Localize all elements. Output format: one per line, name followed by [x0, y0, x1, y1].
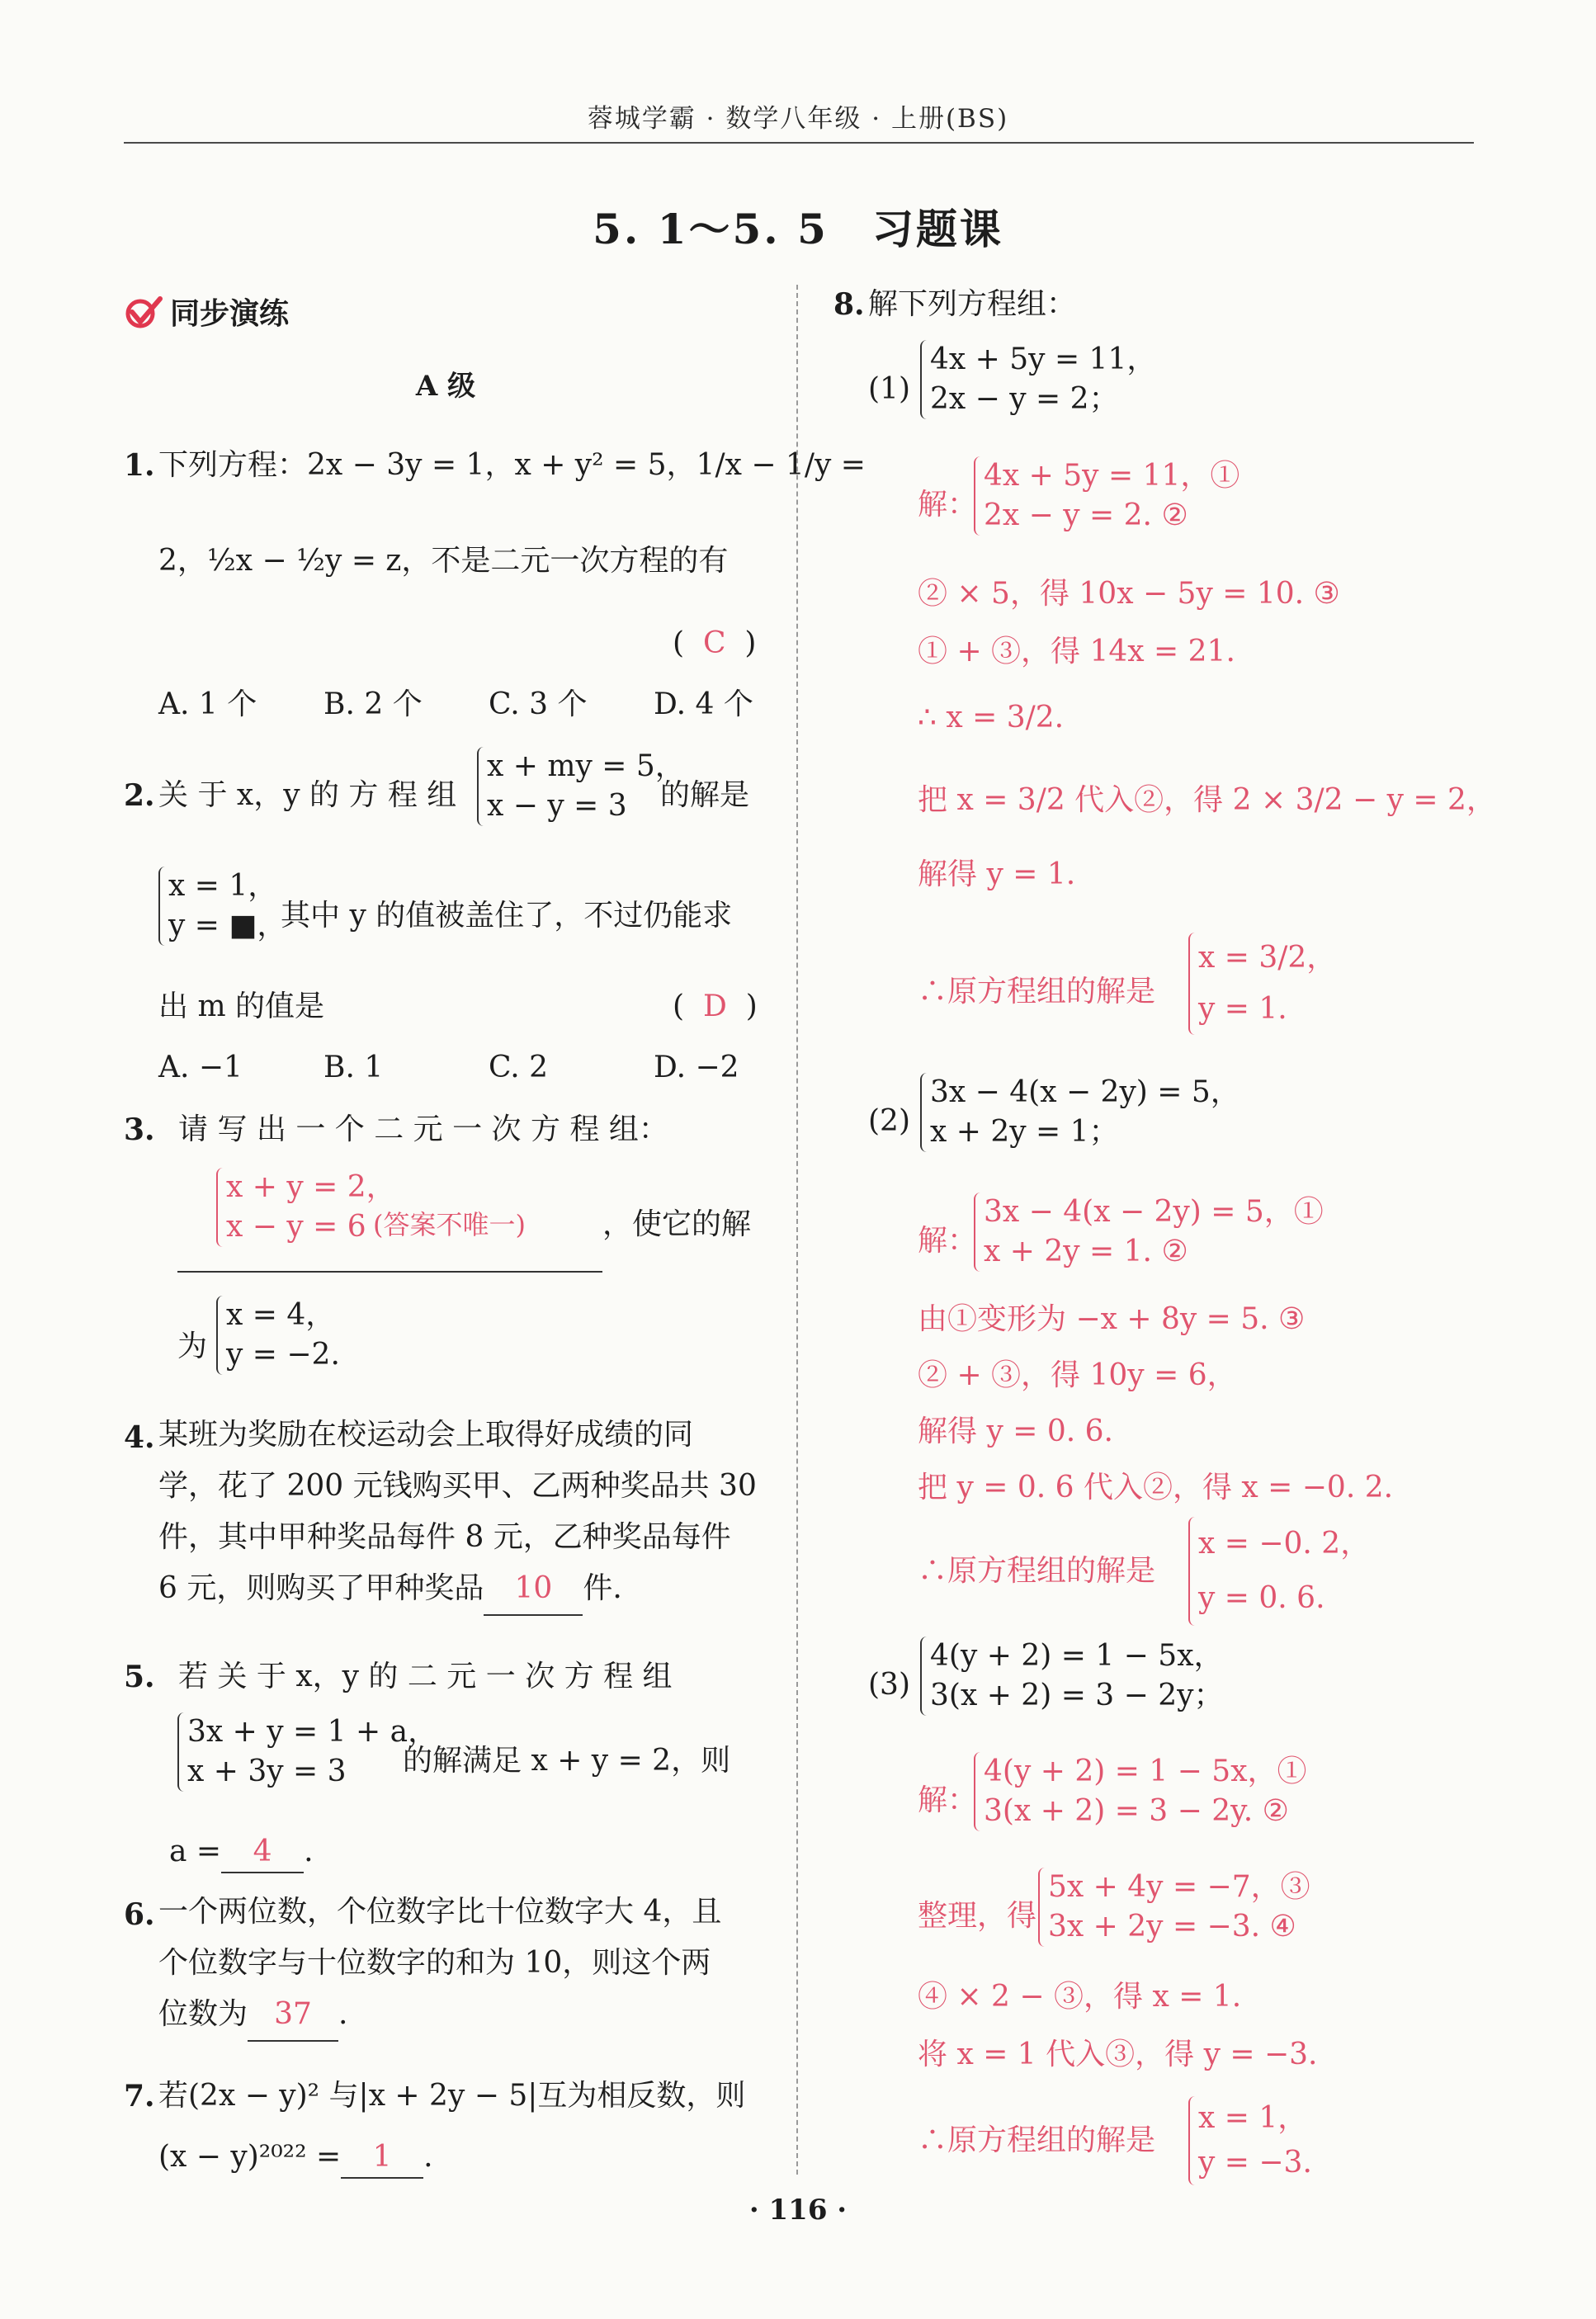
q8-step: 由①变形为 −x + 8y = 5. ③	[918, 1302, 1306, 1336]
q8-p1-steps	[918, 565, 1496, 904]
q8-p3-label: (3)	[868, 1668, 910, 1702]
q4-line: 某班为奖励在校运动会上取得好成绩的同	[158, 1418, 694, 1452]
q2-eq2: x − y = 3	[487, 789, 627, 823]
q2-answer-bracket: ( D )	[673, 989, 758, 1023]
q7-answer: 1	[341, 2137, 423, 2179]
q8-p1-final-label: ∴原方程组的解是	[918, 975, 1156, 1008]
q2-text4: 出 m 的值是	[158, 989, 325, 1023]
q8-step: 把 y = 0. 6 代入②，得 x = −0. 2.	[918, 1471, 1394, 1504]
q8-step: ④ × 2 − ③，得 x = 1.	[918, 1980, 1242, 2014]
q8-step: 将 x = 1 代入③，得 y = −3.	[918, 2038, 1318, 2071]
q3-solution	[216, 1296, 340, 1375]
q2-answer: D	[702, 989, 727, 1023]
q8-p3-ans-eq: 4(y + 2) = 1 − 5x，①	[984, 1755, 1307, 1788]
q8-p2-final	[1188, 1517, 1370, 1626]
q3-sol1: x = 4，	[226, 1298, 336, 1332]
q8-p1-final-eq: x = 3/2，	[1198, 941, 1337, 975]
q8-p1-answer-system	[974, 456, 1239, 536]
q8-p3-final-label: ∴原方程组的解是	[918, 2123, 1156, 2157]
q8-number: 8.	[833, 287, 865, 322]
q8-p3-eq: 3(x + 2) = 3 − 2y；	[930, 1679, 1224, 1712]
q8-p2-ans-eq: x + 2y = 1. ②	[984, 1235, 1188, 1268]
q2-text2: 的解是	[660, 778, 750, 812]
q4-number: 4.	[124, 1420, 155, 1455]
q8-p3-eq: 4(y + 2) = 1 − 5x，	[930, 1639, 1224, 1673]
q8-step: ∴ x = 3/2.	[918, 701, 1065, 734]
q8-intro: 解下列方程组：	[868, 287, 1077, 321]
q4-line4: 6 元，则购买了甲种奖品 10 件.	[158, 1563, 757, 1616]
q6-line: 个位数字与十位数字的和为 10，则这个两	[158, 1946, 711, 1980]
q8-p2-system	[920, 1073, 1240, 1152]
level-heading: A 级	[415, 370, 476, 403]
q1-answer-bracket: ( C )	[673, 626, 757, 660]
q4-line: 件，其中甲种奖品每件 8 元，乙种奖品每件	[158, 1520, 731, 1554]
q8-p1-system	[920, 340, 1156, 419]
q1-option-b: B. 2 个	[323, 687, 423, 721]
q1-option-a: A. 1 个	[158, 687, 257, 721]
q2-eq1: x + my = 5，	[487, 749, 685, 783]
q3-number: 3.	[124, 1112, 155, 1147]
q2-sol1: x = 1，	[168, 869, 278, 903]
q6-number: 6.	[124, 1897, 155, 1932]
q1-option-c: C. 3 个	[489, 687, 588, 721]
q8-p2-final-eq: x = −0. 2，	[1198, 1527, 1371, 1561]
q8-p2-final-eq: y = 0. 6.	[1198, 1581, 1325, 1615]
q6-line3: 位数为 37 .	[158, 1989, 721, 2042]
q6-body	[158, 1887, 721, 2042]
q7-number: 7.	[124, 2079, 155, 2114]
q1-line1: 下列方程：2x − 3y = 1，x + y² = 5，1/x − 1/y =	[158, 448, 866, 482]
q5-answer: 4	[221, 1832, 304, 1873]
q8-p1-final	[1188, 933, 1336, 1035]
q8-step: 解得 y = 1.	[918, 857, 1076, 891]
q7-line1: 若(2x − y)² 与|x + 2y − 5|互为相反数，则	[158, 2079, 746, 2113]
q8-p1-jie: 解：	[918, 488, 978, 522]
q8-p3-answer-system	[974, 1752, 1307, 1831]
q8-p2-steps	[918, 1292, 1393, 1516]
q8-step: ② + ③，得 10y = 6，	[918, 1358, 1237, 1392]
q4-answer: 10	[484, 1563, 583, 1616]
q6-line: 一个两位数，个位数字比十位数字大 4，且	[158, 1895, 722, 1929]
q8-p2-label: (2)	[868, 1104, 910, 1138]
q3-text2: ，使它的解	[602, 1207, 752, 1241]
q2-option-c: C. 2	[489, 1051, 549, 1084]
q8-p3-system	[920, 1637, 1224, 1716]
q5-text1: 若 关 于 x，y 的 二 元 一 次 方 程 组	[178, 1660, 673, 1693]
q8-p3-final-eq: x = 1，	[1198, 2101, 1308, 2135]
q8-step: 解得 y = 0. 6.	[918, 1415, 1113, 1448]
q5-eq1: 3x + y = 1 + a，	[187, 1715, 438, 1749]
q2-option-a: A. −1	[158, 1051, 243, 1084]
q8-p3-z-eq: 3x + 2y = −3. ④	[1048, 1910, 1296, 1944]
q8-p3-zheng: 整理，得	[918, 1899, 1037, 1933]
q8-step: ① + ③，得 14x = 21.	[918, 635, 1235, 668]
q4-line: 学，花了 200 元钱购买甲、乙两种奖品共 30	[158, 1469, 757, 1503]
q3-text1: 请 写 出 一 个 二 元 一 次 方 程 组：	[178, 1112, 668, 1146]
section-heading	[124, 290, 289, 333]
header-rule	[124, 142, 1474, 144]
q3-text3: 为	[177, 1330, 208, 1363]
q8-p1-eq: 4x + 5y = 11，	[930, 342, 1157, 376]
q2-text1: 关 于 x，y 的 方 程 组	[158, 778, 457, 812]
page-title: 5. 1～5. 5 习题课	[593, 205, 1003, 253]
q8-p1-ans-eq: 2x − y = 2. ②	[984, 498, 1188, 532]
q5-number: 5.	[124, 1660, 155, 1694]
q3-sol2: y = −2.	[226, 1338, 340, 1372]
q3-ans-eq1: x + y = 2，	[226, 1170, 396, 1204]
q8-p2-ans-eq: 3x − 4(x − 2y) = 5，①	[984, 1195, 1324, 1229]
q8-p3-jie: 解：	[918, 1783, 978, 1817]
q5-text2: 的解满足 x + y = 2，则	[403, 1744, 731, 1778]
section-label: 同步演练	[170, 296, 290, 331]
q3-answer-underline	[177, 1271, 602, 1273]
page-number: · 116 ·	[748, 2194, 848, 2227]
column-divider	[796, 285, 798, 2175]
q8-p3-z-eq: 5x + 4y = −7，③	[1048, 1870, 1310, 1904]
q3-answer-note: (答案不唯一)	[373, 1209, 526, 1240]
q8-p3-steps	[918, 1968, 1318, 2084]
q8-p2-final-label: ∴原方程组的解是	[918, 1554, 1156, 1588]
q6-answer: 37	[248, 1989, 338, 2042]
q8-p3-simplified-system	[1038, 1868, 1310, 1947]
q8-p2-jie: 解：	[918, 1224, 978, 1258]
q8-p2-eq: x + 2y = 1；	[930, 1115, 1119, 1149]
q1-answer: C	[702, 626, 726, 660]
q8-p3-ans-eq: 3(x + 2) = 3 − 2y. ②	[984, 1794, 1289, 1828]
q5-system	[177, 1712, 437, 1792]
q8-p2-eq: 3x − 4(x − 2y) = 5，	[930, 1075, 1240, 1109]
q1-number: 1.	[124, 448, 155, 483]
q1-line2: 2，½x − ½y = z，不是二元一次方程的有	[158, 544, 729, 578]
q8-step: ② × 5，得 10x − 5y = 10. ③	[918, 577, 1340, 611]
q2-system	[477, 747, 685, 826]
q2-number: 2.	[124, 778, 155, 813]
q8-p1-final-eq: y = 1.	[1198, 992, 1287, 1026]
check-icon	[124, 294, 163, 330]
q2-solution	[158, 867, 286, 946]
q2-option-d: D. −2	[654, 1051, 739, 1084]
running-header: 蓉城学霸 · 数学八年级 · 上册(BS)	[587, 104, 1009, 134]
q5-eq2: x + 3y = 3	[187, 1755, 347, 1788]
q8-p1-eq: 2x − y = 2；	[930, 382, 1119, 416]
q8-p3-final-eq: y = −3.	[1198, 2146, 1312, 2180]
q3-ans-eq2: x − y = 6	[226, 1210, 366, 1244]
q2-text3: 其中 y 的值被盖住了，不过仍能求	[281, 899, 733, 933]
q5-text3: a = 4 .	[169, 1832, 314, 1873]
q8-p1-ans-eq: 4x + 5y = 11，①	[984, 459, 1240, 493]
q8-p2-answer-system	[974, 1193, 1324, 1272]
q8-p3-final	[1188, 2096, 1312, 2185]
q2-sol2: y = ■，	[168, 909, 287, 942]
q2-option-b: B. 1	[323, 1051, 384, 1084]
q3-answer-system	[216, 1168, 396, 1247]
q1-option-d: D. 4 个	[654, 687, 753, 721]
q7-line2: (x − y)²⁰²² = 1 .	[158, 2137, 433, 2179]
q8-step: 把 x = 3/2 代入②，得 2 × 3/2 − y = 2，	[918, 783, 1496, 817]
q8-p1-label: (1)	[868, 372, 910, 406]
q4-body	[158, 1410, 757, 1616]
